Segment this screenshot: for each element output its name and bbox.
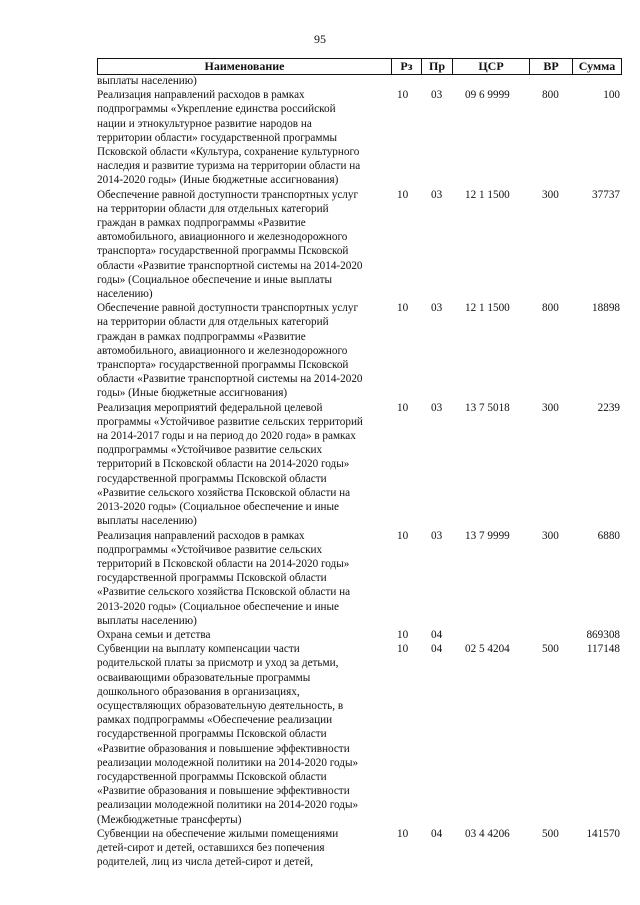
row-sum: [582, 74, 622, 88]
row-csr: [461, 74, 541, 88]
row-pr: 04: [431, 827, 443, 840]
table-row: [97, 74, 622, 88]
row-pr: 03: [431, 529, 443, 542]
row-vr: 300: [542, 529, 559, 542]
row-rz: 10: [397, 827, 409, 840]
header-vr: ВР: [530, 59, 573, 74]
row-pr: 03: [431, 302, 443, 315]
row-csr: [461, 628, 541, 642]
row-vr: 300: [542, 401, 559, 414]
row-sum: 869308: [586, 628, 620, 641]
row-csr: 03 4 4206: [465, 827, 510, 840]
table-row: [97, 88, 622, 187]
row-csr: 12 1 1500: [465, 188, 510, 201]
row-sum: 18898: [592, 302, 620, 315]
row-rz: 10: [397, 302, 409, 315]
row-rz: [395, 74, 428, 88]
row-pr: 04: [431, 643, 443, 656]
row-sum: 100: [603, 89, 620, 102]
row-vr: [541, 74, 582, 88]
row-vr: 300: [542, 188, 559, 201]
row-csr: 13 7 9999: [465, 529, 510, 542]
header-sum: Сумма: [578, 59, 616, 73]
table-header: [97, 58, 622, 75]
row-csr: 02 5 4204: [465, 643, 510, 656]
header-csr: ЦСР: [453, 59, 530, 74]
row-vr: 800: [542, 89, 559, 102]
row-sum: 6880: [597, 529, 620, 542]
row-name: Реализация мероприятий федеральной целевой программы «Устойчивое развитие сельских территорий на 2014-2017 годы и на период до 2020 года» в рамках подпрограммы «Устойчивое развитие сельских территорий в Псковской области на 2014-2020 годы» государственной программы Псковской области «Развитие сельского хозяйства Псковской области на 2013-2020 годы» (Социальное обеспечение и иные выплаты населению): [97, 401, 363, 528]
row-name: Реализация направлений расходов в рамках подпрограммы «Укрепление единства российской нации и этнокультурное развитие народов на территории области» государственной программы Псковской области «Культура, сохранение культурного наследия и развитие туризма на территории области на 2014-2020 годы» (Иные бюджетные ассигнования): [97, 89, 361, 187]
row-pr: 04: [431, 628, 443, 641]
row-vr: 800: [542, 302, 559, 315]
header-name: Наименование: [98, 59, 392, 74]
row-rz: 10: [397, 89, 409, 102]
table-row: [97, 642, 622, 827]
row-rz: 10: [397, 529, 409, 542]
row-name: Обеспечение равной доступности транспортных услуг на территории области для отдельных категорий граждан в рамках подпрограммы «Развитие автомобильного, авиационного и железнодорожного транспорта» государственной программы Псковской области «Развитие транспортной системы на 2014-2020 годы» (Социальное обеспечение и иные выплаты населению): [97, 188, 363, 301]
table-row: [97, 628, 622, 642]
table-row: [97, 301, 622, 400]
row-csr: 09 6 9999: [465, 89, 510, 102]
row-name: Субвенции на выплату компенсации части родительской платы за присмотр и уход за детьми, осваивающими образовательные программы дошкольного образования в организациях, осуществляющих образовательную деятельность, в рамках подпрограммы «Обеспечение реализации государственной программы Псковской области «Развитие образования и повышение эффективности реализации молодежной политики на 2014-2020 годы» государственной программы Псковской области «Развитие образования и повышение эффективности реализации молодежной политики на 2014-2020 годы» (Межбюджетные трансферты): [97, 643, 359, 826]
row-name: выплаты населению): [97, 75, 197, 87]
page-number: 95: [314, 32, 326, 46]
row-pr: [428, 74, 461, 88]
table-row: [97, 188, 622, 302]
row-rz: 10: [397, 628, 409, 641]
row-csr: 13 7 5018: [465, 401, 510, 414]
row-rz: 10: [397, 643, 409, 656]
row-name: Охрана семьи и детства: [97, 628, 211, 641]
row-name: Субвенции на обеспечение жилыми помещениями детей-сирот и детей, оставшихся без попечения родителей, лиц из числа детей-сирот и детей,: [97, 827, 339, 869]
row-pr: 03: [431, 401, 443, 414]
row-sum: 141570: [586, 827, 620, 840]
row-sum: 117148: [586, 643, 620, 656]
row-vr: 500: [542, 643, 559, 656]
row-name: Обеспечение равной доступности транспортных услуг на территории области для отдельных категорий граждан в рамках подпрограммы «Развитие автомобильного, авиационного и железнодорожного транспорта» государственной программы Псковской области «Развитие транспортной системы на 2014-2020 годы» (Иные бюджетные ассигнования): [97, 302, 363, 400]
header-pr: Пр: [422, 59, 453, 74]
row-pr: 03: [431, 188, 443, 201]
table-body: [97, 74, 622, 869]
row-name: Реализация направлений расходов в рамках подпрограммы «Устойчивое развитие сельских территорий в Псковской области на 2014-2020 годы» государственной программы Псковской области «Развитие сельского хозяйства Псковской области на 2013-2020 годы» (Социальное обеспечение и иные выплаты населению): [97, 529, 351, 627]
table-row: [97, 827, 622, 870]
row-rz: 10: [397, 401, 409, 414]
row-pr: 03: [431, 89, 443, 102]
row-rz: 10: [397, 188, 409, 201]
header-rz: Рз: [392, 59, 422, 74]
row-sum: 37737: [592, 188, 620, 201]
row-vr: [541, 628, 582, 642]
table-row: [97, 529, 622, 628]
row-csr: 12 1 1500: [465, 302, 510, 315]
table-row: [97, 401, 622, 529]
row-vr: 500: [542, 827, 559, 840]
row-sum: 2239: [597, 401, 620, 414]
